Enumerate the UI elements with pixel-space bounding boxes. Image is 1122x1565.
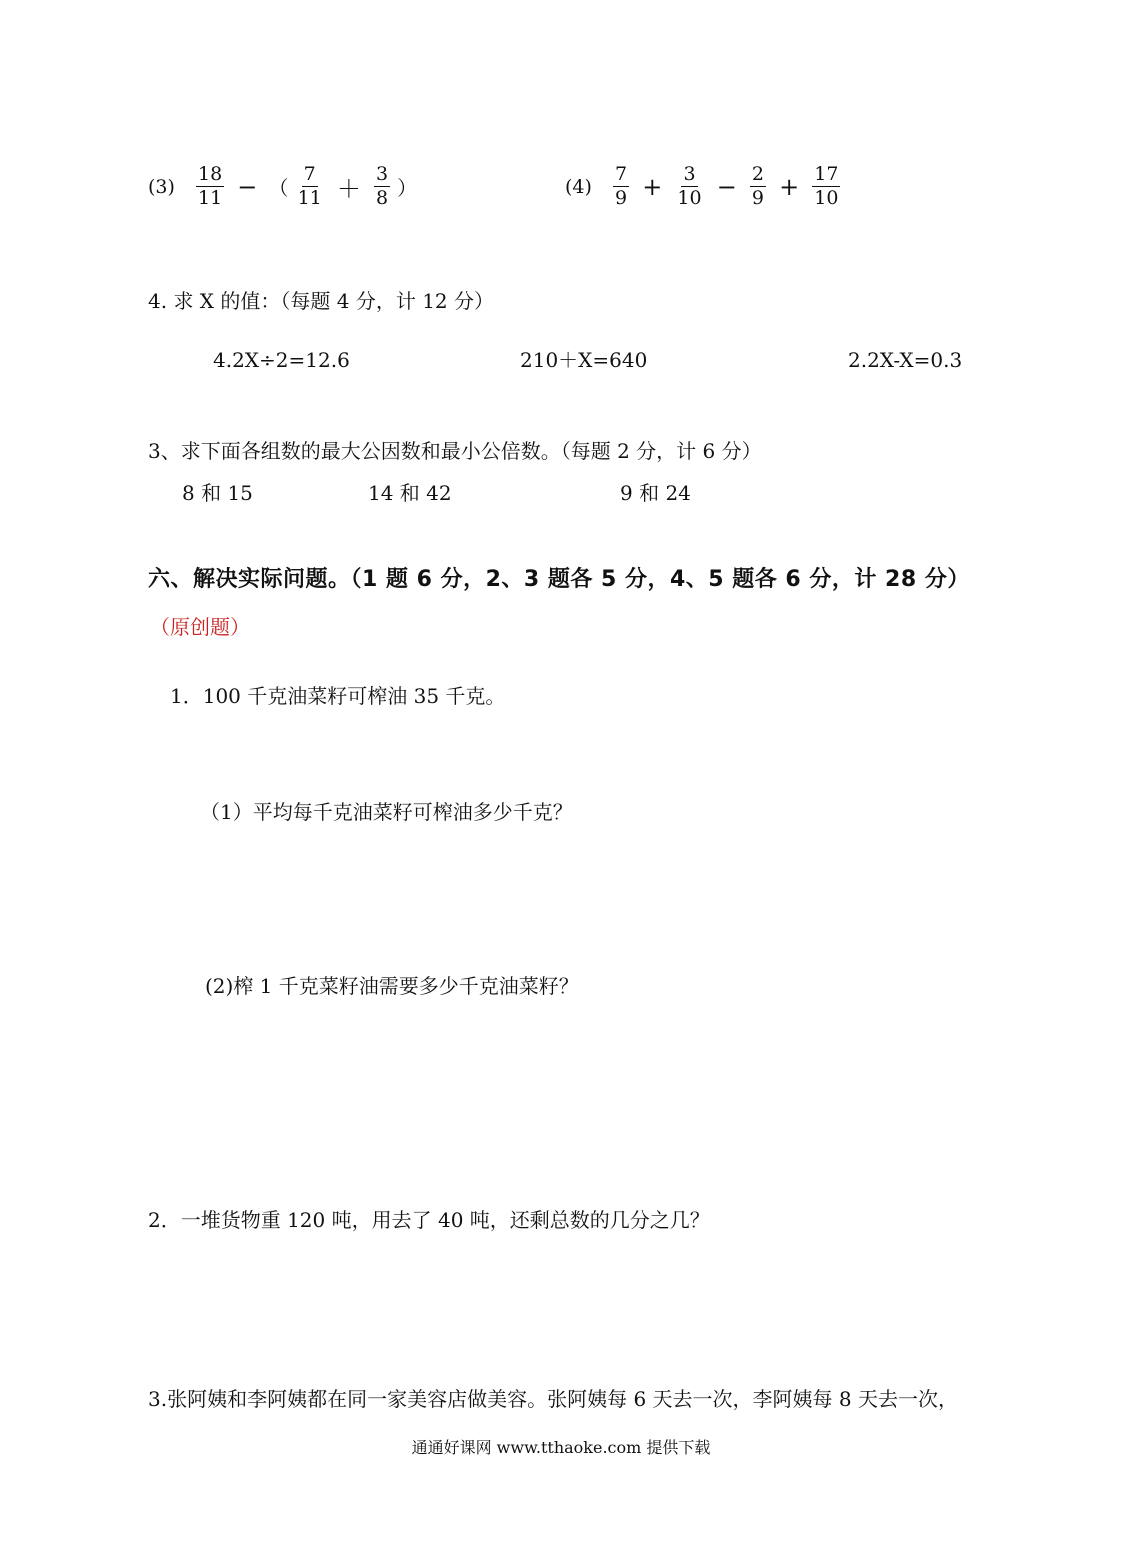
fraction: $\frac{3}{8}$	[375, 163, 389, 209]
fraction: $\frac{3}{10}$	[677, 163, 702, 209]
fraction-problem-4	[565, 164, 842, 209]
section-4-title: 4. 求 X 的值：（每题 4 分，计 12 分）	[148, 289, 494, 313]
close-paren: ）	[397, 176, 418, 200]
question-2: 2．一堆货物重 120 吨，用去了 40 吨，还剩总数的几分之几？	[148, 1208, 710, 1232]
fraction: $\frac{7}{11}$	[297, 163, 322, 209]
number-pair-3: 9 和 24	[620, 481, 691, 505]
fraction: $\frac{2}{9}$	[751, 163, 764, 209]
fraction-problem-3	[148, 164, 417, 209]
question-1-part-2: (2)榨 1 千克菜籽油需要多少千克油菜籽？	[205, 974, 579, 998]
question-3: 3.张阿姨和李阿姨都在同一家美容店做美容。张阿姨每 6 天去一次，李阿姨每 8 天去一次，	[148, 1387, 958, 1411]
footer-source: 通通好课网 www.tthaoke.com 提供下载	[411, 1438, 711, 1457]
number-pair-1: 8 和 15	[182, 481, 253, 505]
operator: +	[779, 172, 800, 201]
problem-number: (4)	[565, 175, 592, 198]
open-paren: （	[268, 176, 289, 200]
equation-1: 4.2X÷2=12.6	[213, 348, 350, 372]
question-1: 1．100 千克油菜籽可榨油 35 千克。	[170, 684, 506, 708]
fraction: $\frac{17}{10}$	[814, 163, 839, 209]
number-pair-2: 14 和 42	[368, 481, 452, 505]
original-question-note: （原创题）	[150, 615, 250, 639]
fraction: $\frac{7}{9}$	[615, 163, 628, 209]
part-6-heading: 六、解决实际问题。（1 题 6 分，2、3 题各 5 分，4、5 题各 6 分，计 28 分）	[148, 567, 970, 592]
problem-number: (3)	[148, 175, 175, 198]
equation-3: 2.2X-X=0.3	[848, 348, 963, 372]
operator: −	[716, 172, 737, 201]
equation-2: 210＋X=640	[520, 348, 648, 372]
fraction: $\frac{18}{11}$	[198, 163, 223, 209]
question-1-part-1: （1）平均每千克油菜籽可榨油多少千克？	[200, 800, 573, 824]
section-3-title: 3、求下面各组数的最大公因数和最小公倍数。（每题 2 分，计 6 分）	[148, 439, 762, 463]
operator: ＋	[336, 175, 361, 203]
operator: +	[642, 172, 663, 201]
operator: −	[237, 172, 258, 201]
